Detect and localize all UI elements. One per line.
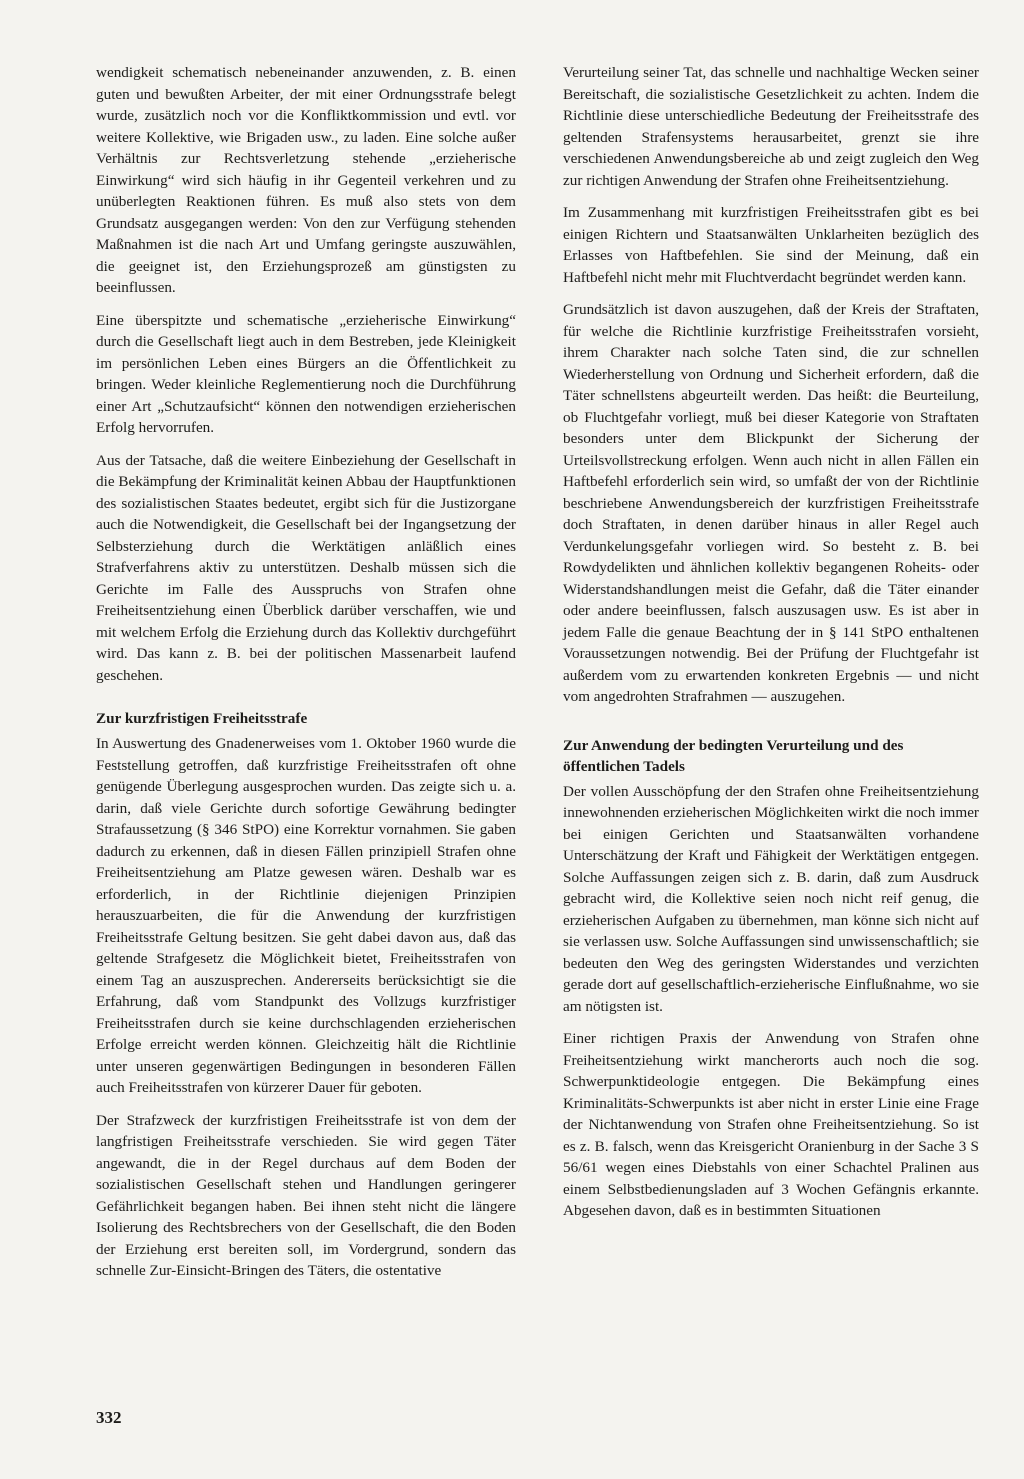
right-column	[563, 62, 979, 1233]
paragraph: Der Strafzweck der kurzfristigen Freiheitsstrafe ist von dem der langfristigen Freiheitsstrafe verschieden. Sie wird gegen Täter angewandt, die in der Regel durchaus auf dem Boden der sozialistischen Gesellschaft stehen und Handlungen geringerer Gefährlichkeit begangen haben. Bei ihnen steht nicht die längere Isolierung des Rechtsbrechers von der Gesellschaft, die den Boden der Erziehung erst bereiten soll, im Vordergrund, sondern das schnelle Zur-Einsicht-Bringen des Täters, die ostentative	[96, 1111, 516, 1279]
section-heading: Zur Anwendung der bedingten Verurteilung und des öffentlichen Tadels	[563, 736, 904, 775]
page-number: 332	[96, 1408, 122, 1427]
paragraph: In Auswertung des Gnadenerweises vom 1. Oktober 1960 wurde die Feststellung getroffen, daß kurzfristige Freiheitsstrafen oft ohne genügende Überlegung ausgesprochen wurden. Das zeigte sich u. a. darin, daß viele Gerichte durch sofortige Gewährung bedingter Strafaussetzung (§ 346 StPO) eine Korrektur vornahmen. Sie gaben dadurch zu erkennen, daß in diesen Fällen prinzipiell Strafen ohne Freiheitsentziehung am Platze gewesen wären. Deshalb war es erforderlich, in der Richtlinie diejenigen Prinzipien herauszuarbeiten, die für die Anwendung der kurzfristigen Freiheitsstrafe Geltung besitzen. Sie geht dabei davon aus, daß das geltende Strafgesetz die Möglichkeit bietet, Freiheitsstrafen von einem Tag an auszusprechen. Andererseits berücksichtigt sie die Erfahrung, daß vom Standpunkt des Vollzugs kurzfristiger Freiheitsstrafen durch sie keine durchschlagenden erzieherischen Erfolge erreicht werden können. Gleichzeitig hält die Richtlinie unter unseren gegenwärtigen Bedingungen in besonderen Fällen auch Freiheitsstrafen von kürzerer Dauer für geboten.	[96, 735, 516, 1096]
section-heading: Zur kurzfristigen Freiheitsstrafe	[96, 710, 308, 727]
left-column	[96, 62, 516, 1293]
paragraph: Im Zusammenhang mit kurzfristigen Freiheitsstrafen gibt es bei einigen Richtern und Staatsanwälten Unklarheiten bezüglich des Erlasses von Haftbefehlen. Sie sind der Meinung, daß ein Haftbefehl nicht mehr mit Fluchtverdacht begründet werden kann.	[563, 204, 979, 286]
paragraph: Einer richtigen Praxis der Anwendung von Strafen ohne Freiheitsentziehung wirkt mancherorts auch noch die sog. Schwerpunktideologie entgegen. Die Bekämpfung eines Kriminalitäts-Schwerpunkts ist aber nicht in erster Linie eine Frage der Nichtanwendung von Strafen ohne Freiheitsentziehung. So ist es z. B. falsch, wenn das Kreisgericht Oranienburg in der Sache 3 S 56/61 wegen eines Diebstahls von einer Schachtel Pralinen aus einem Selbstbedienungsladen auf 3 Wochen Gefängnis erkannte. Abgesehen davon, daß es in bestimmten Situationen	[563, 1030, 979, 1219]
paragraph: Eine überspitzte und schematische „erzieherische Einwirkung“ durch die Gesellschaft liegt auch in dem Bestreben, jede Kleinigkeit im persönlichen Leben eines Bürgers an die Öffentlichkeit zu bringen. Weder kleinliche Reglementierung noch die Durchführung einer Art „Schutzaufsicht“ können den notwendigen erzieherischen Erfolg hervorrufen.	[96, 311, 516, 436]
paragraph: wendigkeit schematisch nebeneinander anzuwenden, z. B. einen guten und bewußten Arbeiter, der mit einer Ordnungsstrafe belegt wurde, zusätzlich noch vor die Konfliktkommission und evtl. vor weitere Kollektive, wie Brigaden usw., zu laden. Eine solche außer Verhältnis zur Rechtsverletzung stehende „erzieherische Einwirkung“ wird sich häufig in ihr Gegenteil verkehren und zu unüberlegten Reaktionen führen. Es muß also stets von dem Grundsatz ausgegangen werden: Von den zur Verfügung stehenden Maßnahmen ist die nach Art und Umfang geringste auszuwählen, die geeignet ist, den Erziehungsprozeß am günstigsten zu beeinflussen.	[96, 64, 516, 296]
paragraph: Der vollen Ausschöpfung der den Strafen ohne Freiheitsentziehung innewohnenden erzieherischen Möglichkeiten wirkt die noch immer bei einigen Gerichten und Staatsanwälten vorhandene Unterschätzung der Kraft und Fähigkeit der Werktätigen entgegen. Solche Auffassungen zeigen sich z. B. darin, daß zum Ausdruck gebracht wird, die Kollektive seien noch nicht reif genug, die erzieherischen Aufgaben zu übernehmen, man könne sich nicht auf sie verlassen usw. Solche Auffassungen sind unwissenschaftlich; sie bedeuten den Weg des geringsten Widerstandes und verzichten gerade dort auf gesellschaftlich-erzieherische Einflußnahme, wo sie am nötigsten ist.	[563, 782, 979, 1015]
paragraph: Aus der Tatsache, daß die weitere Einbeziehung der Gesellschaft in die Bekämpfung der Kriminalität keinen Abbau der Hauptfunktionen des sozialistischen Staates bedeutet, ergibt sich für die Justizorgane auch die Notwendigkeit, die Gesellschaft bei der Ingangsetzung der Selbsterziehung durch die Werktätigen anläßlich eines Strafverfahrens aktiv zu unterstützen. Deshalb müssen sich die Gerichte im Falle des Ausspruchs von Strafen ohne Freiheitsentziehung einen Überblick darüber verschaffen, wie und mit welchem Erfolg die Erziehung durch das Kollektiv durchgeführt wird. Das kann z. B. bei der politischen Massenarbeit laufend geschehen.	[96, 451, 516, 684]
paragraph: Grundsätzlich ist davon auszugehen, daß der Kreis der Straftaten, für welche die Richtlinie kurzfristige Freiheitsstrafen vorsieht, ihrem Charakter nach solche Taten sind, die zur schnellen Wiederherstellung von Ordnung und Sicherheit erfordern, daß die Täter schnellstens abgeurteilt werden. Das heißt: die Beurteilung, ob Fluchtgefahr vorliegt, muß bei dieser Kategorie von Straftaten besonders unter dem Blickpunkt der Sicherung der Urteilsvollstreckung erfolgen. Wenn auch nicht in allen Fällen ein Haftbefehl erforderlich sein wird, so umfaßt der von der Richtlinie beschriebene Anwendungsbereich der kurzfristigen Freiheitsstrafe doch Straftaten, in denen darüber hinaus in aller Regel auch Verdunkelungsgefahr vorliegen wird. So besteht z. B. bei Rowdydelikten und ähnlichen kollektiv begangenen Roheits- oder Widerstandshandlungen meist die Gefahr, daß die Täter einander oder andere beeinflussen, falsch auszusagen usw. Es ist aber in jedem Falle die genaue Beachtung der in § 141 StPO enthaltenen Voraussetzungen notwendig. Bei der Prüfung der Fluchtgefahr ist außerdem vom zu erwartenden konkreten Ergebnis — und nicht vom angedrohten Strafrahmen — auszugehen.	[563, 301, 979, 705]
paragraph: Verurteilung seiner Tat, das schnelle und nachhaltige Wecken seiner Bereitschaft, die sozialistische Gesetzlichkeit zu achten. Indem die Richtlinie diese unterschiedliche Bedeutung der Freiheitsstrafe des geltenden Strafensystems herausarbeitet, grenzt sie ihre verschiedenen Anwendungsbereiche ab und zeigt zugleich den Weg zur richtigen Anwendung der Strafen ohne Freiheitsentziehung.	[563, 64, 979, 189]
